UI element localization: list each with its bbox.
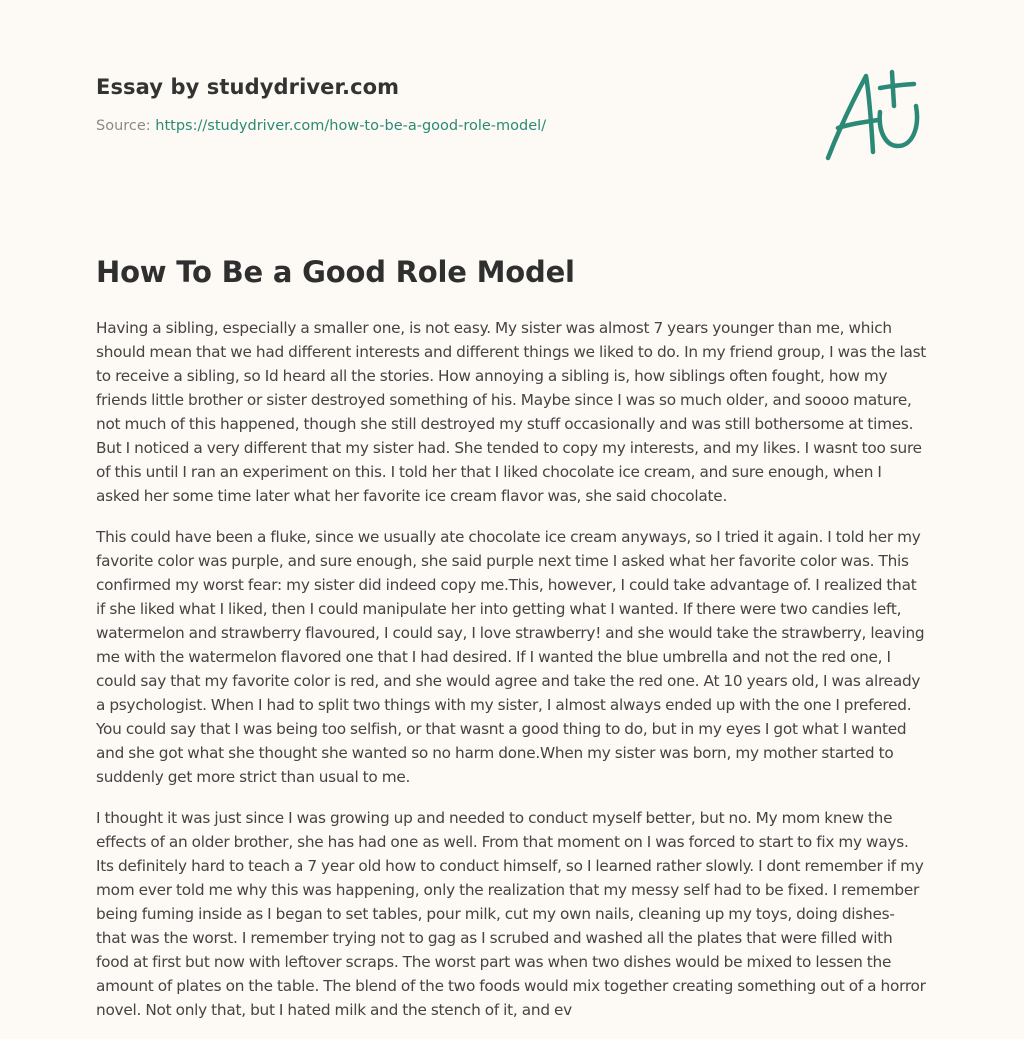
source-line (96, 118, 796, 134)
source-link[interactable]: https://studydriver.com/how-to-be-a-good-role-model/ (155, 118, 547, 134)
essay-header (96, 75, 796, 134)
essay-paragraph: I thought it was just since I was growing up and needed to conduct myself better, but no. My mom knew the effects of an older brother, she has had one as well. From that moment on I was forced to start to fix my ways. Its definitely hard to teach a 7 year old how to conduct himself, so I learned rather slowly. I dont remember if my mom ever told me why this was happening, only the realization that my messy self had to be fixed. I remember being fuming inside as I began to set tables, pour milk, cut my own nails, cleaning up my toys, doing dishes- that was the worst. I remember trying not to gag as I scrubed and washed all the plates that were filled with food at first but now with leftover scraps. The worst part was when two dishes would be mixed to lessen the amount of plates on the table. The blend of the two foods would mix together creating something out of a horror novel. Not only that, but I hated milk and the stench of it, and ev (96, 809, 926, 1019)
essay-body (96, 316, 928, 1039)
site-title: Essay by studydriver.com (96, 75, 400, 99)
essay-title: How To Be a Good Role Model (96, 255, 575, 289)
a-plus-grade-icon (820, 66, 930, 166)
essay-paragraph: Having a sibling, especially a smaller one, is not easy. My sister was almost 7 years younger than me, which should mean that we had different interests and different things we liked to do. In my friend group, I was the last to receive a sibling, so Id heard all the stories. How annoying a sibling is, how siblings often fought, how my friends little brother or sister destroyed something of his. Maybe since I was so much older, and soooo mature, not much of this happened, though she still destroyed my stuff occasionally and was still bothersome at times. But I noticed a very different that my sister had. She tended to copy my interests, and my likes. I wasnt too sure of this until I ran an experiment on this. I told her that I liked chocolate ice cream, and sure enough, when I asked her some time later what her favorite ice cream flavor was, she said chocolate. (96, 319, 927, 505)
essay-paragraph: This could have been a fluke, since we usually ate chocolate ice cream anyways, so I tried it again. I told her my favorite color was purple, and sure enough, she said purple next time I asked what her favorite color was. This confirmed my worst fear: my sister did indeed copy me.This, however, I could take advantage of. I realized that if she liked what I liked, then I could manipulate her into getting what I wanted. If there were two candies left, watermelon and strawberry flavoured, I could say, I love strawberry! and she would take the strawberry, leaving me with the watermelon flavored one that I had desired. If I wanted the blue umbrella and not the red one, I could say that my favorite color is red, and she would agree and take the red one. At 10 years old, I was already a psychologist. When I had to split two things with my sister, I almost always ended up with the one I prefered. You could say that I was being too selfish, or that wasnt a good thing to do, but in my eyes I got what I wanted and she got what she thought she wanted so no harm done.When my sister was born, my mother started to suddenly get more strict than usual to me. (96, 528, 925, 786)
source-label: Source: (96, 118, 151, 134)
